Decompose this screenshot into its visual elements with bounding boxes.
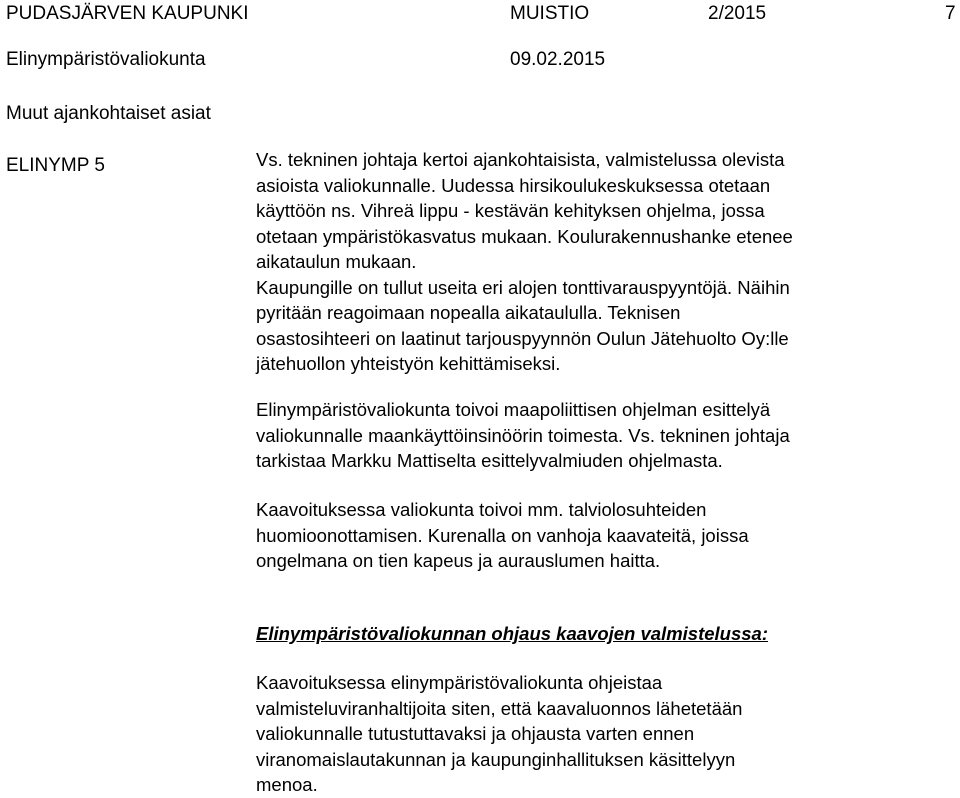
subheading: Elinympäristövaliokunnan ohjaus kaavojen valmistelussa: (256, 623, 769, 644)
paragraph-line: valmisteluviranhaltijoita siten, että kaavaluonnos lähetetään (256, 697, 743, 719)
paragraph-line: aikataulun mukaan. (256, 251, 417, 272)
paragraph-line: Kaavoituksessa elinympäristövaliokunta ohjeistaa (256, 672, 663, 693)
committee-name: Elinympäristövaliokunta (6, 49, 206, 70)
paragraph-line: Vs. tekninen johtaja kertoi ajankohtaisista, valmistelussa olevista (256, 149, 785, 170)
paragraph-1 (256, 147, 793, 377)
paragraph-3 (256, 497, 749, 574)
paragraph-line: valiokunnalle tutustuttavaksi ja ohjausta varten ennen (256, 723, 695, 744)
paragraph-line: pyritään reagoimaan nopealla aikataululla. Teknisen (256, 302, 681, 323)
paragraph-line: viranomaislautakunnan ja kaupunginhallituksen käsittelyyn (256, 748, 736, 770)
paragraph-line: ongelmana on tien kapeus ja aurauslumen haitta. (256, 550, 661, 571)
paragraph-line: otetaan ympäristökasvatus mukaan. Koulurakennushanke etenee (256, 225, 793, 247)
meeting-date: 09.02.2015 (510, 49, 606, 70)
paragraph-line: jätehuollon yhteistyön kehittämiseksi. (256, 353, 561, 374)
paragraph-line: osastosihteeri on laatinut tarjouspyynnön Oulun Jätehuolto Oy:lle (256, 327, 789, 349)
paragraph-line: huomioonottamisen. Kurenalla on vanhoja kaavateitä, joissa (256, 524, 749, 546)
paragraph-4 (256, 670, 742, 798)
paragraph-line: Kaavoituksessa valiokunta toivoi mm. talviolosuhteiden (256, 499, 707, 520)
paragraph-line: tarkistaa Markku Mattiselta esittelyvalmiuden ohjelmasta. (256, 450, 723, 471)
paragraph-2 (256, 397, 790, 474)
paragraph-line: käyttöön ns. Vihreä lippu - kestävän kehityksen ohjelma, jossa (256, 200, 765, 221)
document-type: MUISTIO (510, 3, 590, 24)
item-label: ELINYMP 5 (6, 155, 105, 176)
paragraph-line: asioista valiokunnalle. Uudessa hirsikoulukeskuksessa otetaan (256, 174, 771, 196)
document-number: 2/2015 (708, 3, 767, 24)
paragraph-line: valiokunnalle maankäyttöinsinöörin toimesta. Vs. tekninen johtaja (256, 424, 790, 446)
paragraph-line: Elinympäristövaliokunta toivoi maapoliittisen ohjelman esittelyä (256, 399, 771, 420)
section-title: Muut ajankohtaiset asiat (6, 103, 211, 124)
paragraph-line: Kaupungille on tullut useita eri alojen tonttivarauspyyntöjä. Näihin (256, 276, 790, 298)
organization-name: PUDASJÄRVEN KAUPUNKI (6, 3, 249, 24)
page-number: 7 (945, 3, 956, 24)
paragraph-line: menoa. (256, 774, 318, 795)
